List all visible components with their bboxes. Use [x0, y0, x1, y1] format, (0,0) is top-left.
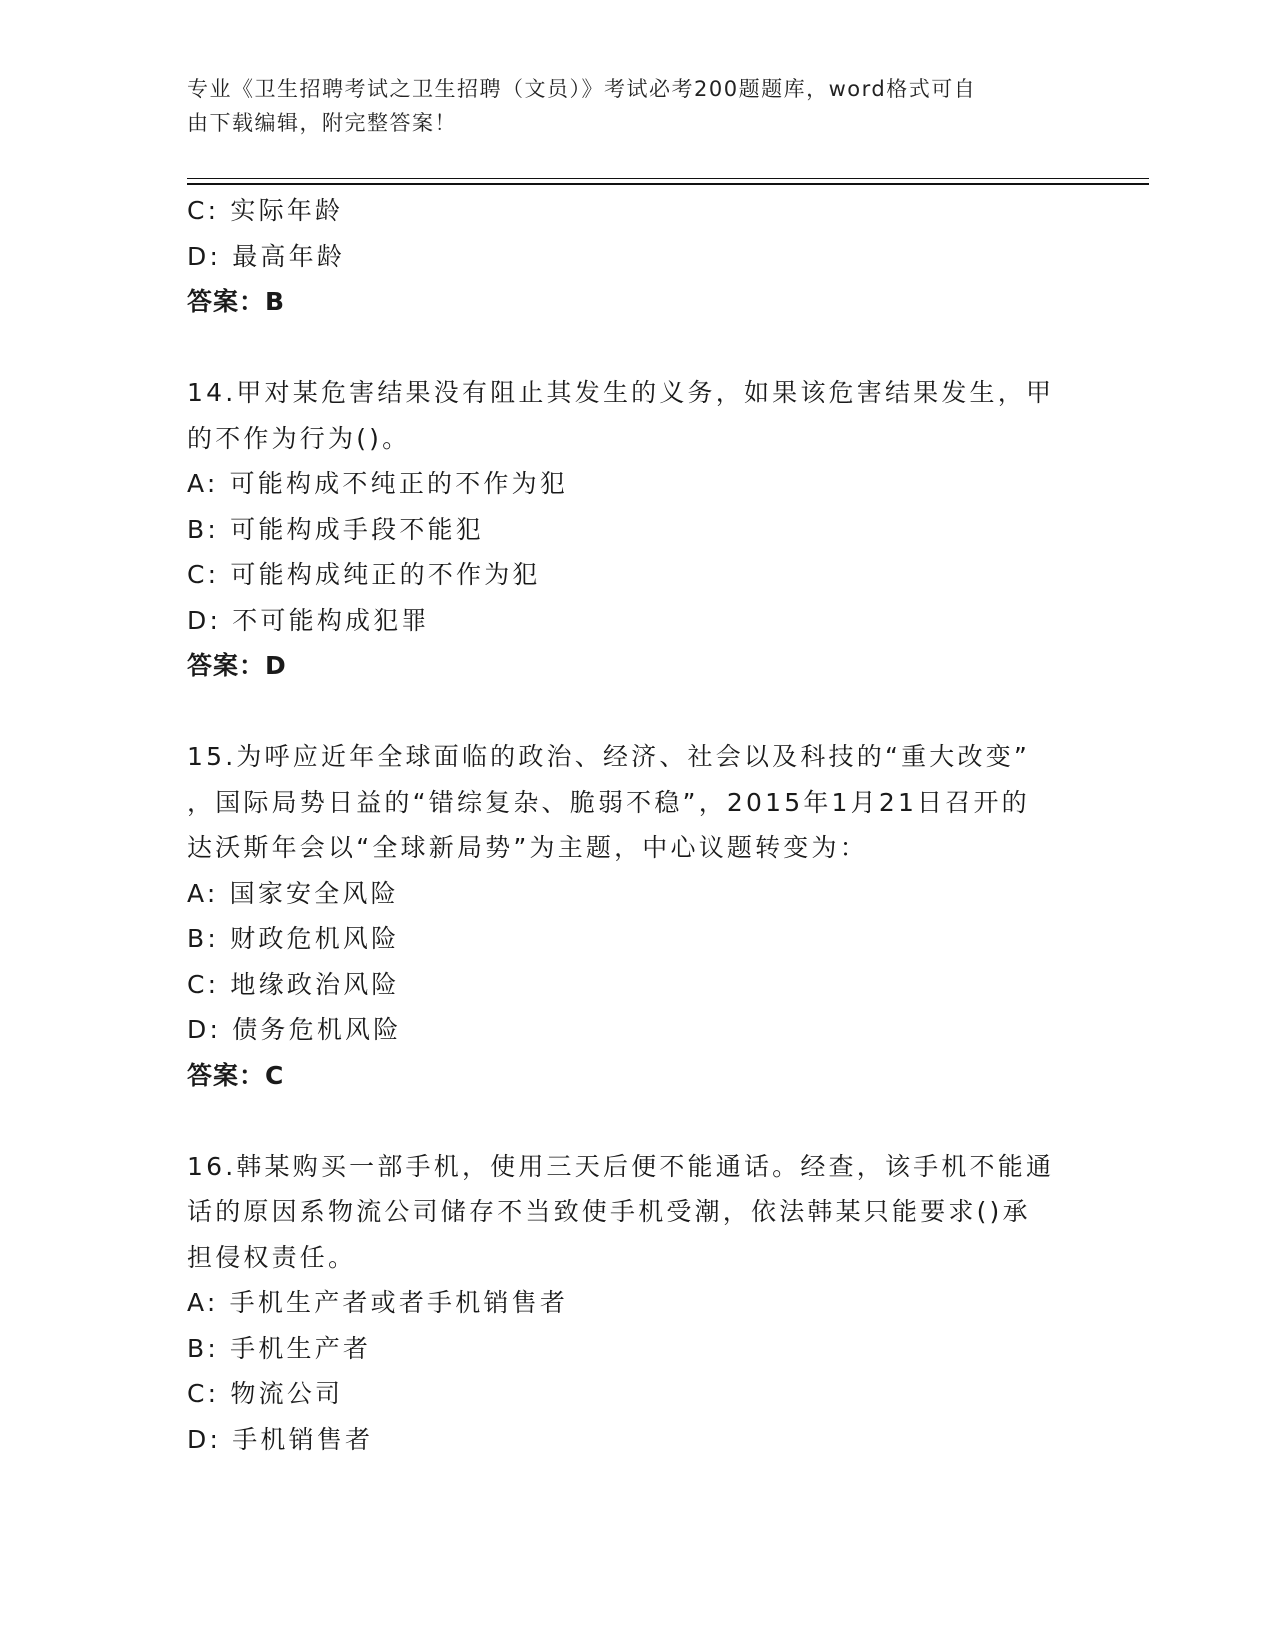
- option-d: D: 最高年龄: [187, 241, 346, 271]
- question-14: [187, 370, 1087, 689]
- question-text-line: 16.韩某购买一部手机，使用三天后便不能通话。经查，该手机不能通: [187, 1151, 1055, 1181]
- option-c: C: 实际年龄: [187, 196, 344, 225]
- question-list: [187, 188, 1087, 1462]
- question-text-line: 达沃斯年会以“全球新局势”为主题，中心议题转变为：: [187, 833, 868, 862]
- question-text-line: ，国际局势日益的“错综复杂、脆弱不稳”，2015年1月21日召开的: [187, 787, 1030, 817]
- header-line-2: 由下载编辑，附完整答案！: [187, 111, 457, 135]
- option-a: A: 国家安全风险: [187, 878, 399, 908]
- answer: 答案：C: [187, 1060, 285, 1090]
- option-b: B: 手机生产者: [187, 1333, 372, 1363]
- answer: 答案：D: [187, 651, 287, 680]
- question-15: [187, 734, 1087, 1098]
- header-divider-thin: [187, 178, 1149, 179]
- question-16: [187, 1144, 1087, 1463]
- question-text-line: 14.甲对某危害结果没有阻止其发生的义务，如果该危害结果发生，甲: [187, 378, 1055, 407]
- question-text-line: 话的原因系物流公司储存不当致使手机受潮，依法韩某只能要求()承: [187, 1197, 1031, 1226]
- option-c: C: 可能构成纯正的不作为犯: [187, 560, 541, 589]
- option-d: D: 债务危机风险: [187, 1015, 402, 1044]
- question-text-line: 的不作为行为()。: [187, 423, 411, 453]
- spacer: [187, 325, 1087, 371]
- option-a: A: 手机生产者或者手机销售者: [187, 1288, 569, 1317]
- question-text-line: 15.为呼应近年全球面临的政治、经济、社会以及科技的“重大改变”: [187, 742, 1031, 771]
- header-line-1: 专业《卫生招聘考试之卫生招聘（文员）》考试必考200题题库，word格式可自: [187, 77, 977, 101]
- option-c: C: 物流公司: [187, 1379, 344, 1408]
- document-header: [187, 72, 1067, 140]
- header-divider-thick: [187, 183, 1149, 185]
- option-b: B: 财政危机风险: [187, 924, 400, 953]
- option-c: C: 地缘政治风险: [187, 969, 400, 999]
- option-a: A: 可能构成不纯正的不作为犯: [187, 469, 569, 498]
- option-d: D: 不可能构成犯罪: [187, 605, 430, 635]
- option-b: B: 可能构成手段不能犯: [187, 514, 484, 544]
- spacer: [187, 689, 1087, 735]
- option-d: D: 手机销售者: [187, 1424, 374, 1454]
- answer: 答案：B: [187, 287, 286, 316]
- spacer: [187, 1098, 1087, 1144]
- question-13-tail: [187, 188, 1087, 325]
- question-text-line: 担侵权责任。: [187, 1242, 357, 1272]
